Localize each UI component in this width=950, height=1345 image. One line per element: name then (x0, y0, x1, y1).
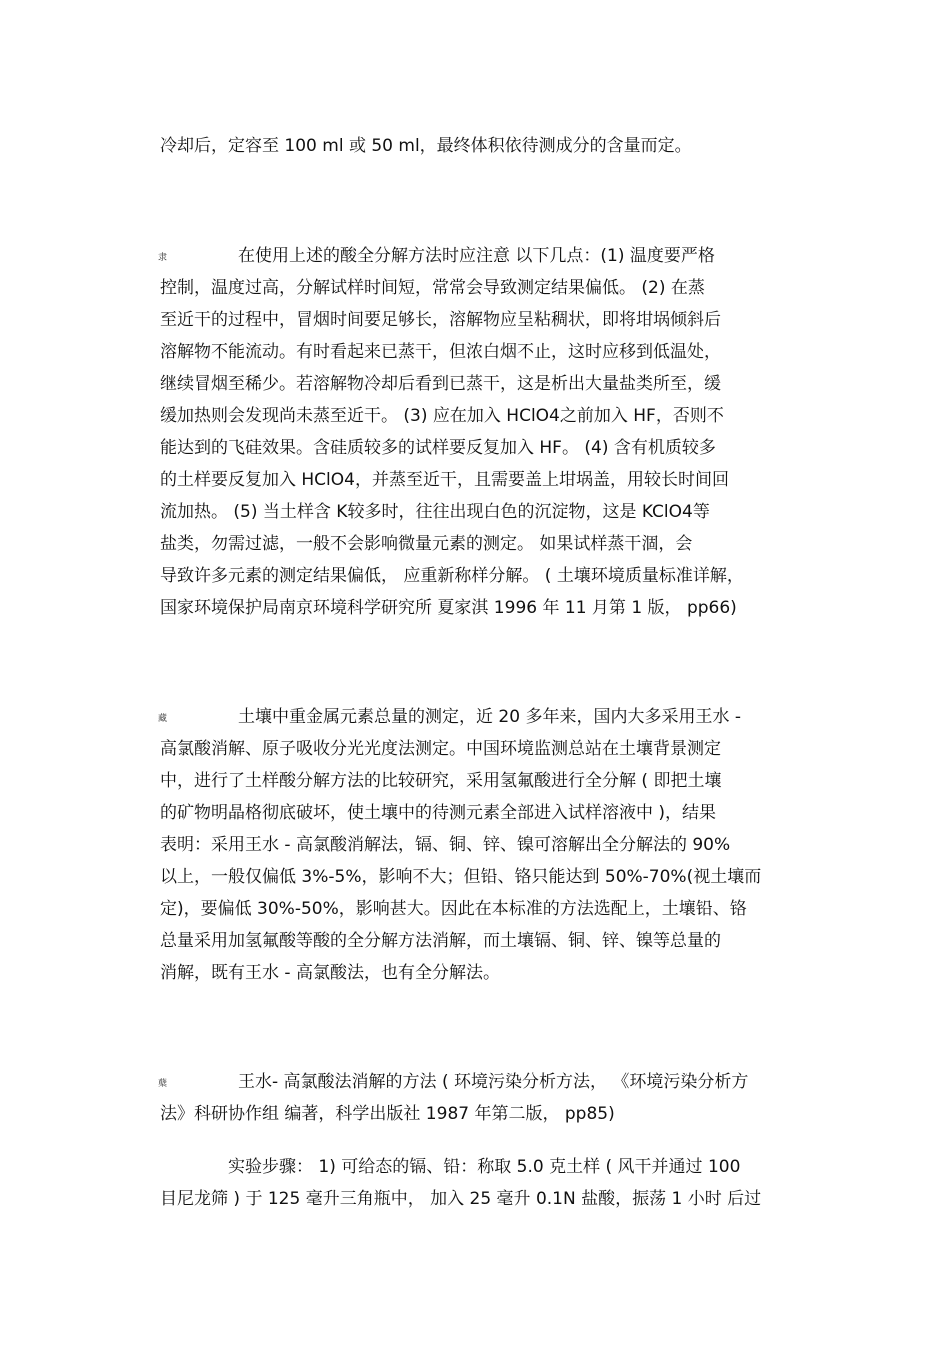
paragraph-2-line: 缓加热则会发现尚未蒸至近干。 (3) 应在加入 HClO4之前加入 HF，否则不 (160, 406, 724, 426)
paragraph-2-marker: 隶 (158, 253, 168, 263)
paragraph-3-line: 定)，要偏低 30%-50%，影响甚大。因此在本标准的方法选配上，土壤铅、铬 (160, 899, 747, 919)
paragraph-2-line: 继续冒烟至稀少。若溶解物冷却后看到已蒸干，这是析出大量盐类所至，缓 (160, 374, 721, 394)
paragraph-2-line: 控制，温度过高，分解试样时间短，常常会导致测定结果偏低。 (2) 在蒸 (160, 278, 705, 298)
paragraph-3-line: 表明：采用王水 - 高氯酸消解法，镉、铜、锌、镍可溶解出全分解法的 90% (160, 835, 731, 855)
paragraph-4-line: 法》科研协作组 编著，科学出版社 1987 年第二版， pp85) (160, 1104, 615, 1124)
paragraph-5-line: 目尼龙筛 ) 于 125 毫升三角瓶中， 加入 25 毫升 0.1N 盐酸，振荡 1 小时 后过 (160, 1189, 762, 1209)
paragraph-4-line: 王水- 高氯酸法消解的方法 ( 环境污染分析方法， 《环境污染分析方 (238, 1072, 749, 1092)
paragraph-2-line: 至近干的过程中，冒烟时间要足够长，溶解物应呈粘稠状，即将坩埚倾斜后 (160, 310, 721, 330)
paragraph-4-marker: 蘖 (158, 1079, 168, 1089)
paragraph-3-line: 总量采用加氢氟酸等酸的全分解方法消解，而土壤镉、铜、锌、镍等总量的 (160, 931, 721, 951)
paragraph-2-line: 流加热。 (5) 当土样含 K较多时，往往出现白色的沉淀物，这是 KClO4等 (160, 502, 710, 522)
paragraph-2-line: 盐类，勿需过滤，一般不会影响微量元素的测定。 如果试样蒸干涸，会 (160, 534, 693, 554)
paragraph-2-line: 国家环境保护局南京环境科学研究所 夏家淇 1996 年 11 月第 1 版， pp66) (160, 598, 737, 618)
paragraph-3-line: 中，进行了土样酸分解方法的比较研究，采用氢氟酸进行全分解 ( 即把土壤 (160, 771, 722, 791)
paragraph-3-line: 消解，既有王水 - 高氯酸法，也有全分解法。 (160, 963, 500, 983)
paragraph-3-line: 高氯酸消解、原子吸收分光光度法测定。中国环境监测总站在土壤背景测定 (160, 739, 721, 759)
paragraph-3-line: 的矿物明晶格彻底破坏，使土壤中的待测元素全部进入试样溶液中 )，结果 (160, 803, 717, 823)
paragraph-2-line: 能达到的飞硅效果。含硅质较多的试样要反复加入 HF。 (4) 含有机质较多 (160, 438, 716, 458)
paragraph-2-line: 的土样要反复加入 HClO4，并蒸至近干，且需要盖上坩埚盖，用较长时间回 (160, 470, 729, 490)
paragraph-3-line: 以上，一般仅偏低 3%-5%，影响不大；但铅、铬只能达到 50%-70%(视土壤而 (160, 867, 762, 887)
paragraph-2-line: 溶解物不能流动。有时看起来已蒸干，但浓白烟不止，这时应移到低温处， (160, 342, 721, 362)
paragraph-2-line: 在使用上述的酸全分解方法时应注意 以下几点：(1) 温度要严格 (238, 246, 715, 266)
paragraph-3-marker: 藏 (158, 714, 168, 724)
paragraph-5-line: 实验步骤： 1) 可给态的镉、铅：称取 5.0 克土样 ( 风干并通过 100 (228, 1157, 741, 1177)
paragraph-3-line: 土壤中重金属元素总量的测定，近 20 多年来，国内大多采用王水 - (238, 707, 741, 727)
paragraph-2-line: 导致许多元素的测定结果偏低， 应重新称样分解。 ( 土壤环境质量标准详解， (160, 566, 744, 586)
paragraph-1-line: 冷却后，定容至 100 ml 或 50 ml，最终体积依待测成分的含量而定。 (160, 136, 692, 156)
